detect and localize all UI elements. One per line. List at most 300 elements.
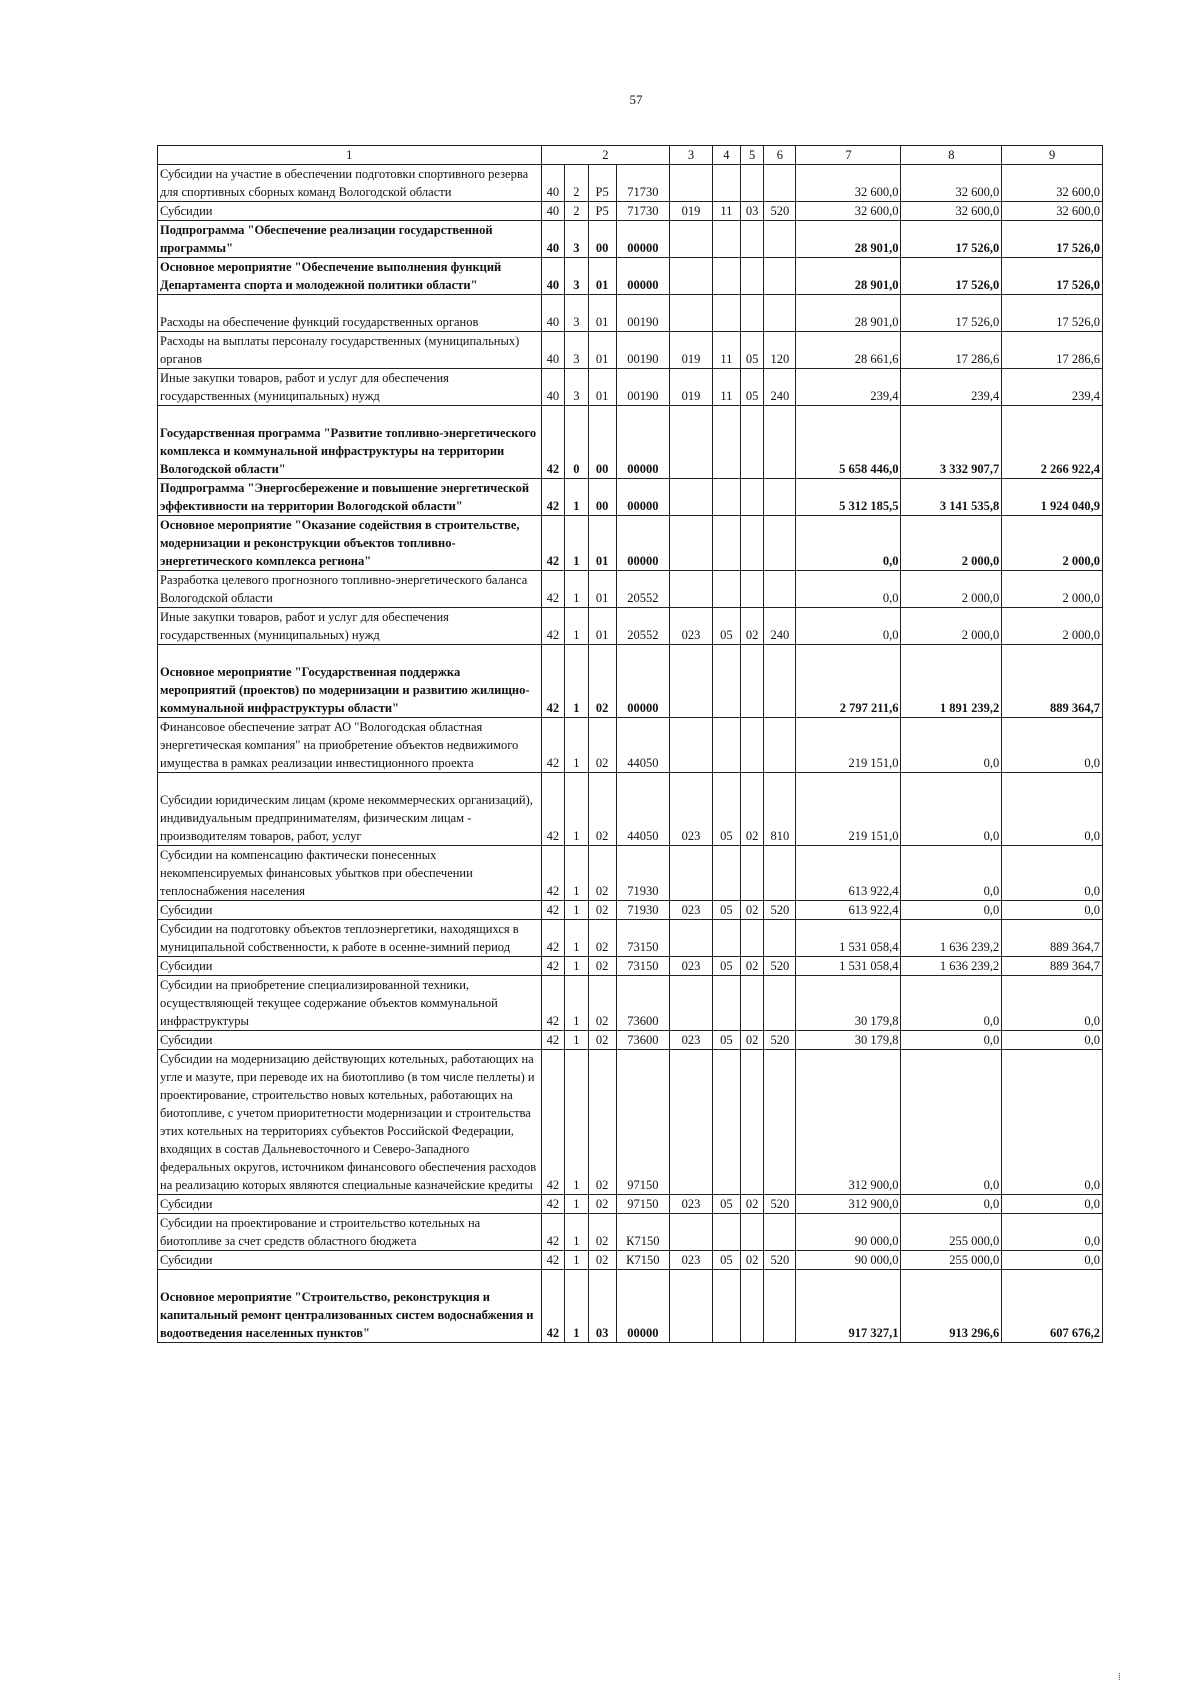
measure-code [588,645,616,718]
measure-code-text: 02 [595,1178,609,1192]
amount-col-8 [901,1050,1002,1195]
grbs-code [670,332,713,369]
table-row [158,920,1103,957]
table-row [158,976,1103,1031]
subsection-code [740,406,764,479]
measure-code-text: 02 [595,884,609,898]
amount-col-9-text: 0,0 [1084,903,1100,917]
table-row [158,202,1103,221]
expense-type-code [764,516,796,571]
grbs-code [670,645,713,718]
measure-code [588,1031,616,1050]
subprogram-code [565,1195,589,1214]
grbs-code [670,369,713,406]
expense-type-code [764,608,796,645]
section-code [712,920,740,957]
amount-col-8-text: 0,0 [983,884,1000,898]
amount-col-9-text: 0,0 [1084,829,1100,843]
measure-code-text: 02 [595,1014,609,1028]
grbs-code [670,406,713,479]
amount-col-9-text: 0,0 [1084,1234,1100,1248]
measure-code [588,516,616,571]
amount-col-9 [1002,258,1103,295]
direction-code [616,645,670,718]
amount-col-8-text: 1 636 239,2 [939,959,1000,973]
subprogram-code-text: 1 [573,1326,580,1340]
direction-code-text: 44050 [627,756,659,770]
amount-col-7 [796,1195,901,1214]
section-code-text: 05 [720,1197,733,1211]
col-header-8: 8 [901,146,1002,165]
col-header-5: 5 [740,146,764,165]
direction-code [616,920,670,957]
section-code-text: 11 [720,352,733,366]
program-code [541,1270,565,1343]
amount-col-8 [901,1251,1002,1270]
subprogram-code-text: 1 [573,701,580,715]
row-name [158,1270,542,1343]
table-row [158,846,1103,901]
grbs-code [670,901,713,920]
direction-code [616,718,670,773]
amount-col-7-text: 312 900,0 [848,1178,899,1192]
amount-col-7-text: 2 797 211,6 [839,701,899,715]
measure-code-text: Р5 [595,204,609,218]
direction-code-text: 00000 [627,278,659,292]
subprogram-code-text: 1 [573,554,580,568]
amount-col-8 [901,608,1002,645]
measure-code-text: 02 [595,903,609,917]
program-code-text: 40 [546,204,560,218]
grbs-code [670,920,713,957]
direction-code-text: К7150 [626,1253,660,1267]
subprogram-code-text: 3 [573,389,580,403]
expense-type-code [764,1214,796,1251]
amount-col-7 [796,295,901,332]
amount-col-9-text: 2 000,0 [1062,628,1100,642]
subprogram-code-text: 1 [573,1178,580,1192]
table-row [158,1270,1103,1343]
program-code [541,1251,565,1270]
subprogram-code [565,406,589,479]
measure-code-text: 02 [595,756,609,770]
direction-code [616,608,670,645]
expense-type-code [764,645,796,718]
amount-col-7-text: 0,0 [882,628,899,642]
grbs-code [670,608,713,645]
amount-col-7 [796,901,901,920]
subsection-code-text: 05 [745,389,759,403]
section-code [712,406,740,479]
amount-col-7 [796,957,901,976]
row-name-text: Субсидии на модернизацию действующих котельных, работающих на угле и мазуте, при переводе их на биотопливо (в том числе пеллеты) и проектирование, строительство новых котельных, работающих на биотопливе, с учетом приоритетности модернизации и строительства этих котельных на территориях субъектов Российской Федерации, входящих в состав Дальневосточного и Северо-Западного федеральных округов, источником финансового обеспечения расходов на реализацию которых являются специальные казначейские кредиты [160,1052,537,1192]
amount-col-9 [1002,1214,1103,1251]
subprogram-code-text: 1 [573,628,580,642]
subprogram-code [565,295,589,332]
amount-col-8 [901,571,1002,608]
subsection-code-text: 02 [745,1197,759,1211]
row-name [158,1251,542,1270]
program-code [541,369,565,406]
section-code [712,1050,740,1195]
subsection-code [740,1251,764,1270]
amount-col-7-text: 1 531 058,4 [839,959,899,973]
col-header-1: 1 [158,146,542,165]
row-name [158,369,542,406]
amount-col-8-text: 17 526,0 [955,315,1000,329]
subprogram-code [565,516,589,571]
measure-code-text: 00 [595,499,609,513]
measure-code [588,1195,616,1214]
row-name [158,1214,542,1251]
amount-col-7 [796,1214,901,1251]
row-name [158,901,542,920]
program-code-text: 42 [546,701,560,715]
measure-code-text: 02 [595,1253,609,1267]
page-number: 57 [629,92,643,107]
subprogram-code [565,608,589,645]
amount-col-9 [1002,976,1103,1031]
section-code [712,608,740,645]
row-name-text: Основное мероприятие "Строительство, реконструкция и капитальный ремонт централизованных систем водоснабжения и водоотведения населенных пунктов" [160,1290,534,1340]
amount-col-9-text: 607 676,2 [1050,1326,1100,1340]
expense-type-code [764,479,796,516]
subsection-code [740,846,764,901]
amount-col-7 [796,479,901,516]
row-name-text: Субсидии [160,1253,213,1267]
program-code-text: 40 [546,241,560,255]
amount-col-9 [1002,332,1103,369]
table-row [158,1195,1103,1214]
amount-col-8 [901,957,1002,976]
amount-col-9 [1002,773,1103,846]
table-row [158,258,1103,295]
grbs-code [670,258,713,295]
section-code [712,479,740,516]
row-name-text: Разработка целевого прогнозного топливно-энергетического баланса Вологодской области [160,573,528,605]
section-code-text: 05 [720,829,733,843]
grbs-code-text: 023 [681,1197,701,1211]
section-code [712,369,740,406]
measure-code-text: 02 [595,1033,609,1047]
amount-col-7 [796,221,901,258]
program-code-text: 42 [546,1326,560,1340]
direction-code-text: 00000 [627,499,659,513]
grbs-code [670,479,713,516]
amount-col-7-text: 219 151,0 [848,829,899,843]
direction-code [616,901,670,920]
program-code [541,295,565,332]
amount-col-8-text: 0,0 [983,1033,1000,1047]
subsection-code-text: 02 [745,903,759,917]
expense-type-code-text: 520 [770,204,790,218]
measure-code-text: 02 [595,1197,609,1211]
subprogram-code [565,976,589,1031]
amount-col-9-text: 0,0 [1084,1033,1100,1047]
amount-col-7-text: 30 179,8 [854,1014,899,1028]
section-code-text: 05 [720,903,733,917]
measure-code [588,479,616,516]
section-code [712,901,740,920]
grbs-code [670,1195,713,1214]
direction-code [616,846,670,901]
measure-code [588,571,616,608]
program-code-text: 42 [546,554,560,568]
measure-code [588,846,616,901]
amount-col-7 [796,258,901,295]
subsection-code-text: 02 [745,628,759,642]
expense-type-code-text: 520 [770,1033,790,1047]
program-code-text: 42 [546,1014,560,1028]
program-code [541,165,565,202]
expense-type-code-text: 120 [770,352,790,366]
program-code-text: 42 [546,829,560,843]
section-code [712,645,740,718]
subsection-code [740,258,764,295]
amount-col-7-text: 28 661,6 [854,352,899,366]
amount-col-8 [901,1270,1002,1343]
amount-col-9 [1002,920,1103,957]
amount-col-9 [1002,202,1103,221]
table-row [158,295,1103,332]
subprogram-code-text: 3 [573,278,580,292]
section-code [712,295,740,332]
subprogram-code [565,1214,589,1251]
subprogram-code [565,718,589,773]
subprogram-code-text: 1 [573,1234,580,1248]
amount-col-9 [1002,1251,1103,1270]
table-body [158,165,1103,1343]
grbs-code [670,516,713,571]
subsection-code-text: 02 [745,1033,759,1047]
row-name [158,516,542,571]
expense-type-code-text: 520 [770,1197,790,1211]
amount-col-7-text: 5 312 185,5 [839,499,899,513]
amount-col-8 [901,976,1002,1031]
measure-code [588,718,616,773]
amount-col-7-text: 30 179,8 [854,1033,899,1047]
amount-col-9-text: 889 364,7 [1050,940,1100,954]
grbs-code [670,718,713,773]
program-code-text: 40 [546,389,560,403]
subprogram-code-text: 1 [573,1253,580,1267]
row-name-text: Иные закупки товаров, работ и услуг для обеспечения государственных (муниципальных) нужд [160,610,449,642]
amount-col-7-text: 1 531 058,4 [839,940,899,954]
expense-type-code-text: 810 [770,829,790,843]
amount-col-7-text: 613 922,4 [848,903,899,917]
section-code [712,1214,740,1251]
subprogram-code-text: 3 [573,315,580,329]
subprogram-code [565,479,589,516]
measure-code-text: 01 [595,591,609,605]
subsection-code [740,1031,764,1050]
direction-code-text: 00190 [627,389,659,403]
measure-code-text: 00 [595,241,609,255]
program-code-text: 40 [546,352,560,366]
measure-code [588,920,616,957]
measure-code-text: 01 [595,554,609,568]
program-code [541,645,565,718]
amount-col-7-text: 28 901,0 [854,241,899,255]
subsection-code [740,645,764,718]
amount-col-8-text: 255 000,0 [949,1253,1000,1267]
row-name-text: Подпрограмма "Энергосбережение и повышение энергетической эффективности на территории Вологодской области" [160,481,530,513]
amount-col-9 [1002,369,1103,406]
amount-col-8 [901,1214,1002,1251]
row-name [158,608,542,645]
direction-code-text: 20552 [627,591,659,605]
amount-col-8-text: 3 332 907,7 [939,462,1000,476]
subsection-code [740,718,764,773]
amount-col-8-text: 17 526,0 [955,241,1000,255]
section-code [712,332,740,369]
amount-col-7 [796,608,901,645]
amount-col-8 [901,1031,1002,1050]
section-code [712,846,740,901]
program-code-text: 42 [546,1033,560,1047]
direction-code [616,406,670,479]
row-name-text: Подпрограмма "Обеспечение реализации государственной программы" [160,223,493,255]
subsection-code [740,901,764,920]
amount-col-8-text: 0,0 [983,1197,1000,1211]
grbs-code [670,773,713,846]
direction-code [616,332,670,369]
direction-code-text: 73150 [627,940,659,954]
subsection-code [740,369,764,406]
amount-col-9 [1002,571,1103,608]
direction-code-text: 97150 [627,1178,659,1192]
amount-col-7 [796,718,901,773]
amount-col-9-text: 1 924 040,9 [1040,499,1100,513]
program-code [541,479,565,516]
expense-type-code [764,920,796,957]
section-code [712,1195,740,1214]
amount-col-8-text: 32 600,0 [955,185,1000,199]
row-name [158,571,542,608]
amount-col-7-text: 0,0 [882,554,899,568]
direction-code [616,1214,670,1251]
section-code-text: 11 [720,389,733,403]
measure-code-text: 01 [595,628,609,642]
subsection-code [740,479,764,516]
row-name-text: Субсидии [160,1033,213,1047]
col-header-2: 2 [541,146,670,165]
subprogram-code [565,1251,589,1270]
program-code-text: 42 [546,940,560,954]
amount-col-7 [796,920,901,957]
amount-col-7-text: 0,0 [882,591,899,605]
direction-code [616,1031,670,1050]
direction-code [616,1270,670,1343]
program-code [541,901,565,920]
program-code [541,202,565,221]
expense-type-code [764,901,796,920]
amount-col-7 [796,406,901,479]
expense-type-code [764,1251,796,1270]
program-code [541,571,565,608]
amount-col-8-text: 239,4 [971,389,1000,403]
program-code [541,1195,565,1214]
direction-code [616,773,670,846]
grbs-code-text: 023 [681,1253,701,1267]
row-name-text: Субсидии на участие в обеспечении подготовки спортивного резерва для спортивных сборных команд Вологодской области [160,167,529,199]
col-header-3: 3 [670,146,713,165]
subprogram-code [565,773,589,846]
amount-col-9 [1002,1270,1103,1343]
measure-code-text: 02 [595,829,609,843]
program-code-text: 42 [546,628,560,642]
row-name [158,165,542,202]
measure-code [588,608,616,645]
direction-code [616,1251,670,1270]
amount-col-9 [1002,165,1103,202]
section-code [712,165,740,202]
amount-col-7-text: 28 901,0 [854,315,899,329]
row-name [158,645,542,718]
measure-code [588,406,616,479]
amount-col-9 [1002,479,1103,516]
grbs-code [670,202,713,221]
amount-col-8-text: 0,0 [983,903,1000,917]
grbs-code [670,1251,713,1270]
subsection-code-text: 02 [745,1253,759,1267]
expense-type-code [764,332,796,369]
direction-code-text: 73600 [627,1014,659,1028]
subprogram-code-text: 1 [573,1033,580,1047]
row-name [158,202,542,221]
row-name [158,258,542,295]
subsection-code [740,1050,764,1195]
row-name-text: Государственная программа "Развитие топливно-энергетического комплекса и коммунальной инфраструктуры на территории Вологодской области" [160,426,537,476]
scan-mark: ⁞ [1118,1672,1121,1683]
subprogram-code [565,1050,589,1195]
direction-code-text: 00000 [627,701,659,715]
amount-col-7 [796,202,901,221]
amount-col-8-text: 2 000,0 [961,554,1000,568]
expense-type-code-text: 240 [770,389,790,403]
subsection-code [740,295,764,332]
row-name [158,773,542,846]
direction-code-text: К7150 [626,1234,660,1248]
amount-col-8 [901,901,1002,920]
expense-type-code [764,571,796,608]
row-name-text: Финансовое обеспечение затрат АО "Вологодская областная энергетическая компания" на приобретение объектов недвижимого имущества в рамках реализации инвестиционного проекта [160,720,519,770]
subsection-code [740,773,764,846]
subsection-code-text: 03 [745,204,759,218]
subsection-code [740,332,764,369]
table-row [158,1031,1103,1050]
amount-col-8 [901,332,1002,369]
grbs-code-text: 023 [681,903,701,917]
direction-code-text: 00000 [627,241,659,255]
subprogram-code [565,221,589,258]
amount-col-7-text: 28 901,0 [854,278,899,292]
amount-col-8-text: 2 000,0 [961,591,1000,605]
row-name-text: Субсидии [160,1197,213,1211]
row-name-text: Основное мероприятие "Оказание содействия в строительстве, модернизации и реконструкции объектов топливно-энергетического комплекса региона" [160,518,520,568]
program-code-text: 42 [546,499,560,513]
subsection-code-text: 05 [745,352,759,366]
grbs-code-text: 019 [681,352,701,366]
direction-code-text: 73150 [627,959,659,973]
row-name-text: Расходы на обеспечение функций государственных органов [160,315,479,329]
measure-code [588,221,616,258]
row-name [158,846,542,901]
program-code [541,516,565,571]
expense-type-code [764,221,796,258]
direction-code [616,202,670,221]
subsection-code [740,920,764,957]
